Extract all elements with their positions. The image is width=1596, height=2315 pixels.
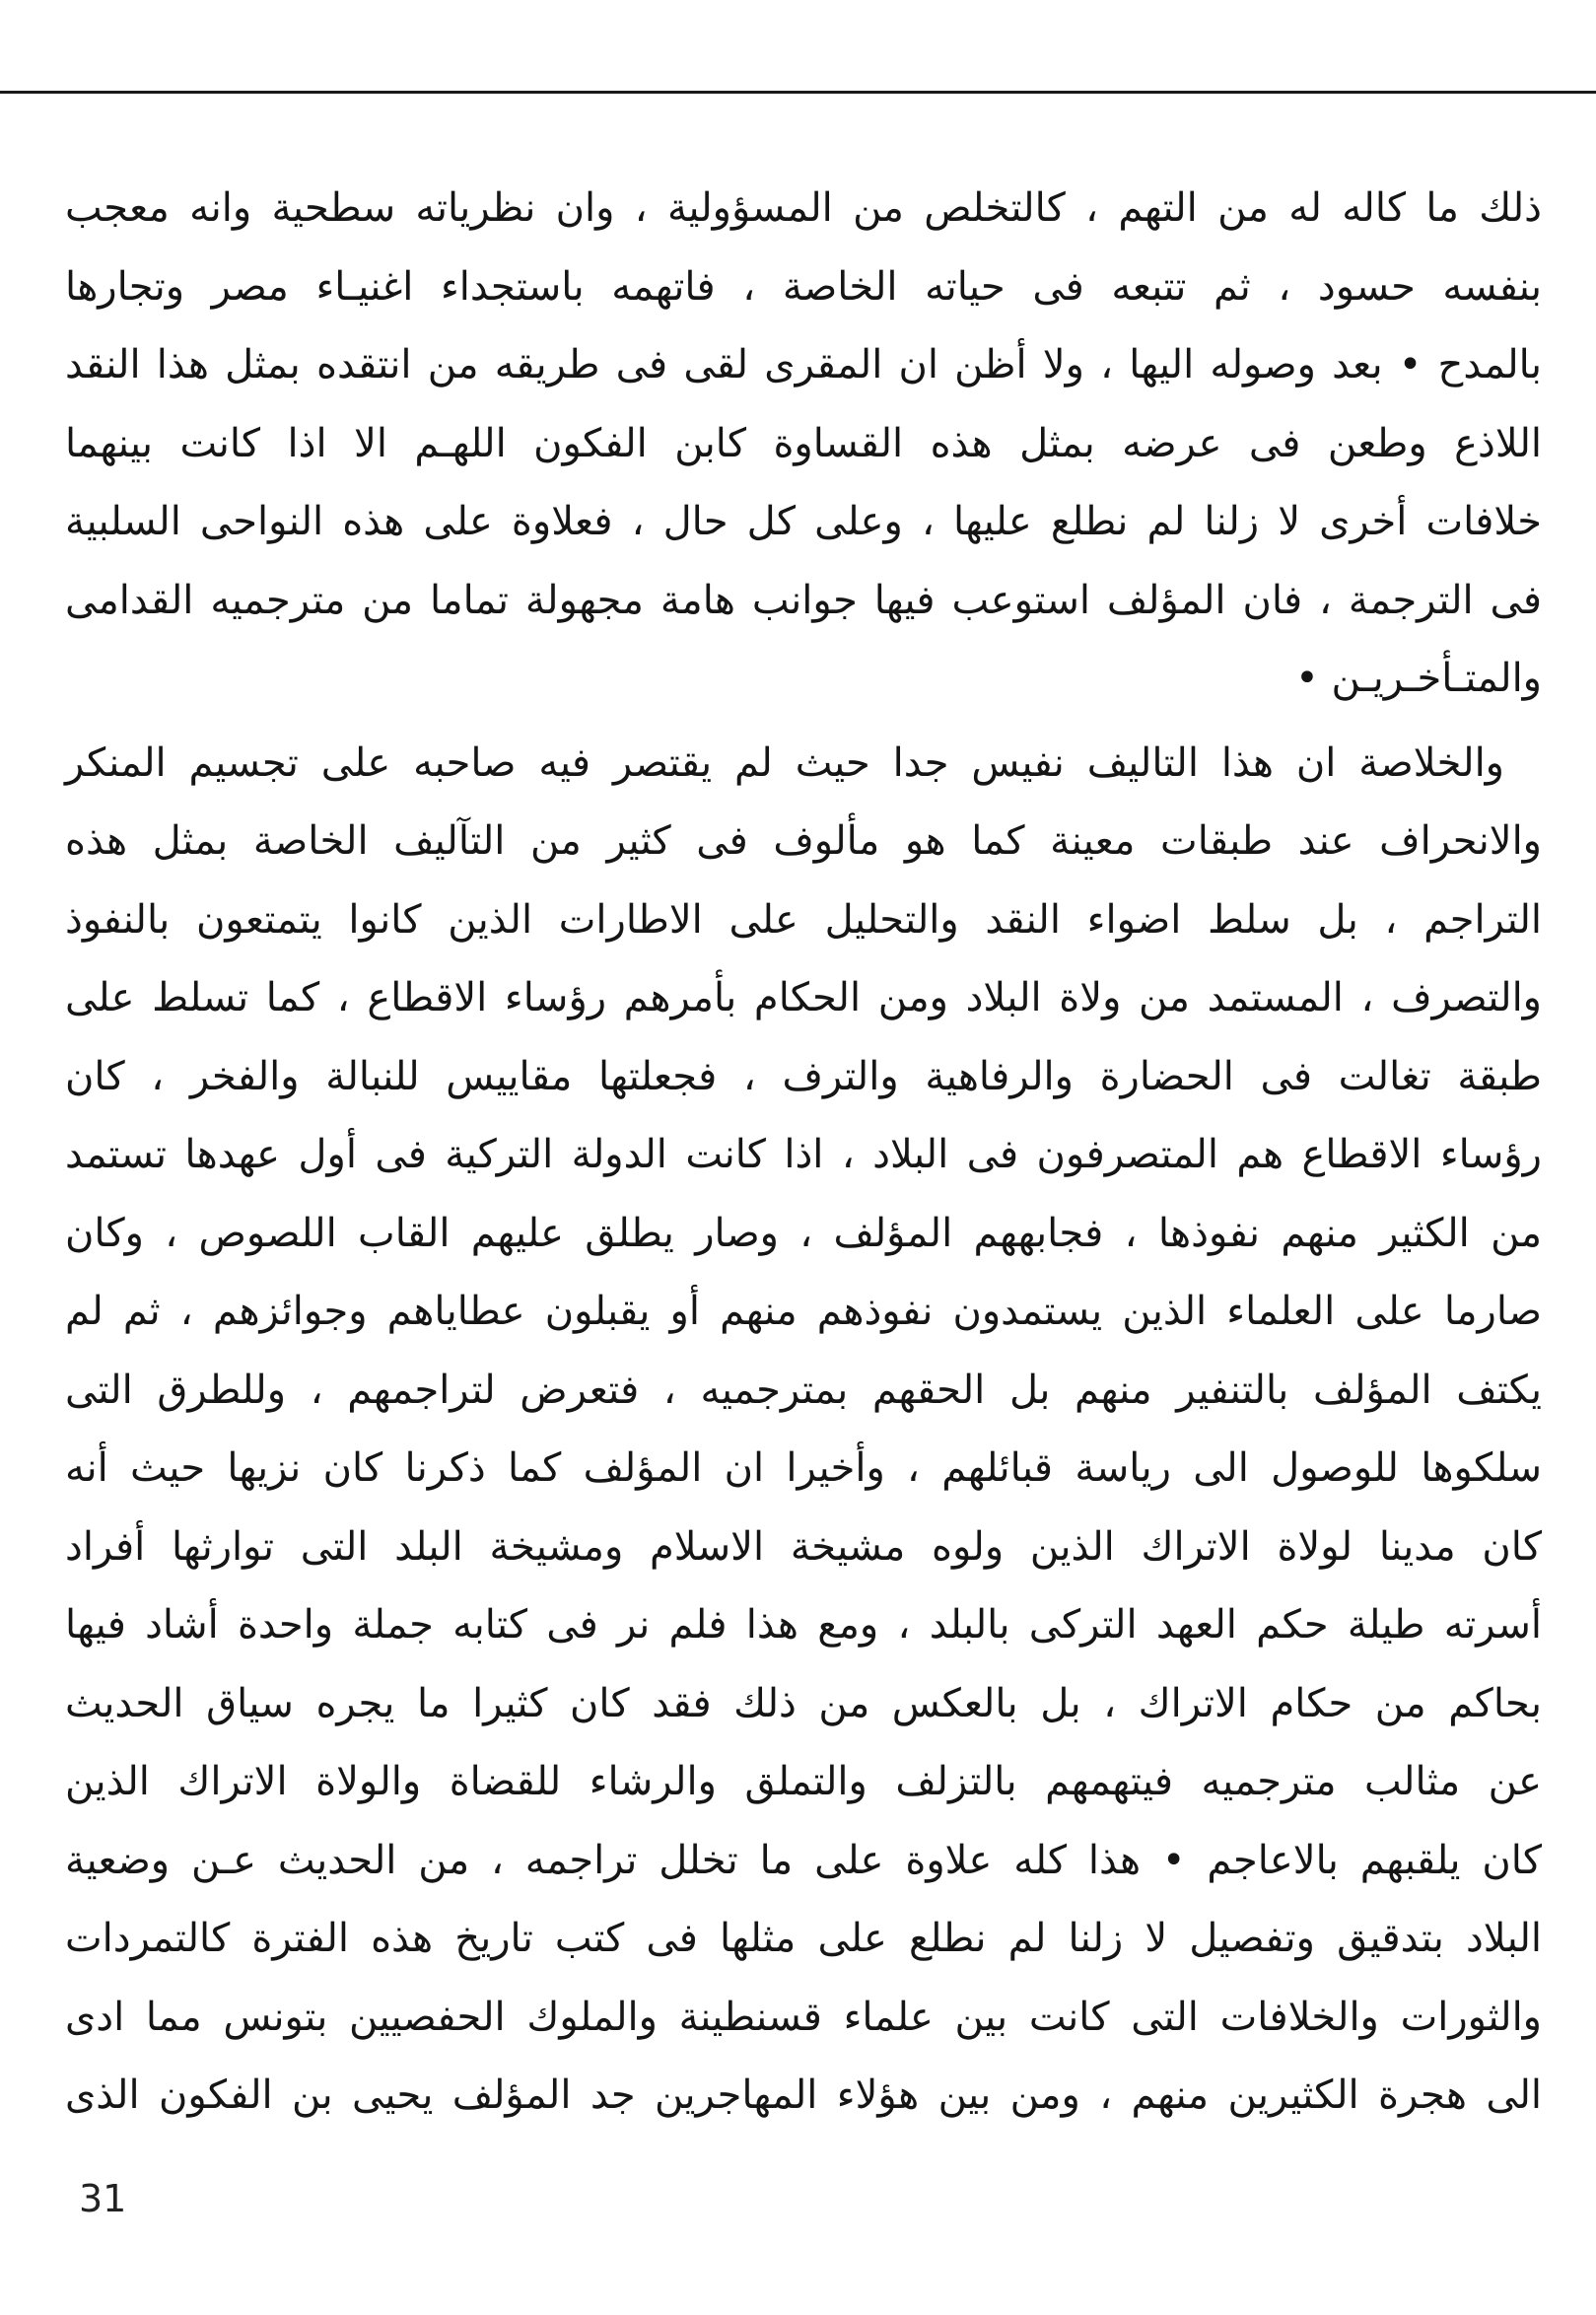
body-text	[65, 170, 1542, 2136]
text-line: اللاذع وطعن فى عرضه بمثل هذه القساوة كابن الفكون اللهـم الا اذا كانت بينهما	[65, 420, 1542, 466]
paragraph-1	[65, 170, 1542, 719]
text-line: كان يلقبهم بالاعاجم • هذا كله علاوة على ما تخلل تراجمه ، من الحديث عـن وضعية	[65, 1837, 1542, 1883]
text-line: أسرته طيلة حكم العهد التركى بالبلد ، ومع هذا فلم نر فى كتابه جملة واحدة أشاد فيها	[65, 1602, 1542, 1648]
page-number: 31	[79, 2177, 127, 2220]
text-line: سلكوها للوصول الى رياسة قبائلهم ، وأخيرا ان المؤلف كما ذكرنا كان نزيها حيث أنه	[65, 1445, 1542, 1491]
text-line: بحاكم من حكام الاتراك ، بل بالعكس من ذلك فقد كان كثيرا ما يجره سياق الحديث	[65, 1680, 1542, 1726]
text-line: من الكثير منهم نفوذها ، فجابههم المؤلف ، وصار يطلق عليهم القاب اللصوص ، وكان	[65, 1210, 1542, 1256]
text-line: كان مدينا لولاة الاتراك الذين ولوه مشيخة الاسلام ومشيخة البلد التى توارثها أفراد	[65, 1523, 1542, 1570]
text-line: الى هجرة الكثيرين منهم ، ومن بين هؤلاء المهاجرين جد المؤلف يحيى بن الفكون الذى	[65, 2072, 1542, 2118]
text-line: والخلاصة ان هذا التاليف نفيس جدا حيث لم يقتصر فيه صاحبه على تجسيم المنكر	[65, 739, 1504, 786]
text-line: طبقة تغالت فى الحضارة والرفاهية والترف ، فجعلتها مقاييس للنبالة والفخر ، كان	[65, 1053, 1542, 1099]
text-line: والمتـأخـريـن •	[1295, 656, 1542, 701]
text-line: والتصرف ، المستمد من ولاة البلاد ومن الحكام بأمرهم رؤساء الاقطاع ، كما تسلط على	[65, 975, 1542, 1020]
text-line: صارما على العلماء الذين يستمدون نفوذهم منهم أو يقبلون عطاياهم وجوائزهم ، ثم لم	[65, 1289, 1542, 1334]
text-line: التراجم ، بل سلط اضواء النقد والتحليل على الاطارات الذين كانوا يتمتعون بالنفوذ	[65, 896, 1542, 943]
text-line: بالمدح • بعد وصوله اليها ، ولا أظن ان المقرى لقى فى طريقه من انتقده بمثل هذا النقد	[65, 342, 1542, 387]
text-line: والثورات والخلافات التى كانت بين علماء قسنطينة والملوك الحفصيين بتونس مما ادى	[65, 1994, 1543, 2040]
text-line: ذلك ما كاله له من التهم ، كالتخلص من المسؤولية ، وان نظرياته سطحية وانه معجب	[65, 185, 1542, 231]
text-line: خلافات أخرى لا زلنا لم نطلع عليها ، وعلى كل حال ، فعلاوة على هذه النواحى السلبية	[65, 499, 1542, 544]
header-rule	[0, 91, 1596, 94]
text-line: عن مثالب مترجميه فيتهمهم بالتزلف والتملق والرشاء للقضاة والولاة الاتراك الذين	[65, 1759, 1542, 1804]
text-line: رؤساء الاقطاع هم المتصرفون فى البلاد ، اذا كانت الدولة التركية فى أول عهدها تستمد	[65, 1132, 1542, 1177]
text-line: بنفسه حسود ، ثم تتبعه فى حياته الخاصة ، فاتهمه باستجداء اغنيـاء مصر وتجارها	[65, 263, 1543, 310]
text-line: والانحراف عند طبقات معينة كما هو مألوف فى كثير من التآليف الخاصة بمثل هذه	[65, 818, 1542, 864]
text-line: البلاد بتدقيق وتفصيل لا زلنا لم نطلع على مثلها فى كتب تاريخ هذه الفترة كالتمردات	[65, 1916, 1542, 1961]
text-line: فى الترجمة ، فان المؤلف استوعب فيها جوانب هامة مجهولة تماما من مترجميه القدامى	[65, 577, 1542, 623]
text-line: يكتف المؤلف بالتنفير منهم بل الحقهم بمترجميه ، فتعرض لتراجمهم ، وللطرق التى	[65, 1367, 1542, 1413]
paragraph-2	[65, 725, 1542, 2136]
